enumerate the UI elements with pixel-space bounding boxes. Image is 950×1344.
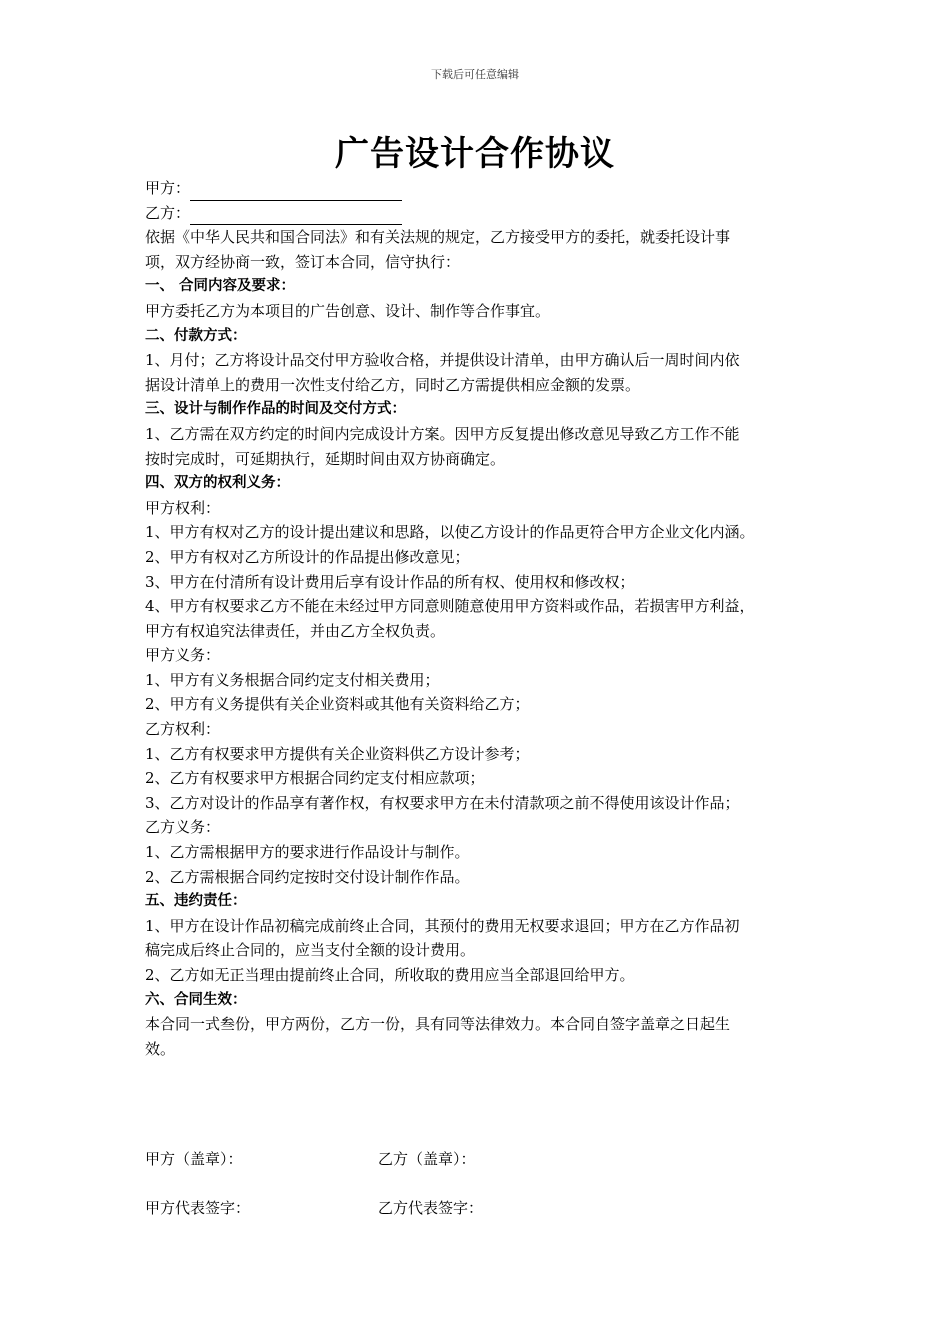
- section-heading: 五、违约责任：: [145, 893, 247, 910]
- section-line: 1、甲方在设计作品初稿完成前终止合同，其预付的费用无权要求退回；甲方在乙方作品初: [145, 916, 740, 935]
- section-line: 2、乙方如无正当理由提前终止合同，所收取的费用应当全部退回给甲方。: [145, 966, 635, 984]
- section-line: 据设计清单上的费用一次性支付给乙方，同时乙方需提供相应金额的发票。: [145, 375, 641, 394]
- party-a-line: [145, 176, 835, 201]
- party-b-label: 乙方：: [145, 203, 191, 222]
- party-b-blank: [190, 208, 402, 225]
- party-a-blank: [190, 184, 402, 201]
- section-line: 甲方权利：: [145, 498, 221, 517]
- section-line: 3、甲方在付清所有设计费用后享有设计作品的所有权、使用权和修改权；: [145, 572, 635, 591]
- section-line: 1、乙方需在双方约定的时间内完成设计方案。因甲方反复提出修改意见导致乙方工作不能: [145, 424, 740, 443]
- party-b-line: [145, 201, 835, 226]
- intro-line: 依据《中华人民共和国合同法》和有关法规的规定，乙方接受甲方的委托，就委托设计事: [145, 228, 731, 247]
- party-b-seal-label: 乙方（盖章）：: [378, 1150, 476, 1168]
- section-line: 2、乙方需根据合同约定按时交付设计制作作品。: [145, 867, 470, 886]
- section-line: 乙方义务：: [145, 818, 221, 837]
- section-line: 本合同一式叁份，甲方两份，乙方一份，具有同等法律效力。本合同自签字盖章之日起生: [145, 1015, 731, 1034]
- header-note: 下载后可任意编辑: [431, 68, 519, 81]
- section-line: 1、乙方有权要求甲方提供有关企业资料供乙方设计参考；: [145, 744, 530, 763]
- section-line: 1、乙方需根据甲方的要求进行作品设计与制作。: [145, 843, 470, 862]
- party-b-rep-label: 乙方代表签字：: [378, 1199, 484, 1217]
- section-line: 甲方义务：: [145, 646, 221, 665]
- party-a-label: 甲方：: [145, 179, 191, 197]
- section-line: 2、甲方有义务提供有关企业资料或其他有关资料给乙方；: [145, 695, 530, 714]
- section-line: 1、月付；乙方将设计品交付甲方验收合格，并提供设计清单，由甲方确认后一周时间内依: [145, 351, 740, 370]
- party-a-seal-label: 甲方（盖章）：: [145, 1150, 243, 1168]
- section-line: 1、甲方有义务根据合同约定支付相关费用；: [145, 670, 440, 689]
- document-body: [145, 176, 835, 1061]
- section-line: 2、甲方有权对乙方所设计的作品提出修改意见；: [145, 547, 470, 566]
- section-line: 稿完成后终止合同的，应当支付全额的设计费用。: [145, 941, 476, 960]
- section-line: 4、甲方有权要求乙方不能在未经过甲方同意则随意使用甲方资料或作品，若损害甲方利益，: [145, 597, 755, 616]
- party-a-rep-label: 甲方代表签字：: [145, 1199, 251, 1217]
- section-heading: 一、 合同内容及要求：: [145, 278, 296, 295]
- section-heading: 二、付款方式：: [145, 327, 247, 344]
- document-title: 广告设计合作协议: [335, 134, 615, 174]
- intro-line: 项，双方经协商一致，签订本合同，信守执行：: [145, 252, 461, 271]
- section-line: 3、乙方对设计的作品享有著作权，有权要求甲方在未付清款项之前不得使用该设计作品；: [145, 793, 740, 812]
- section-line: 2、乙方有权要求甲方根据合同约定支付相应款项；: [145, 769, 485, 788]
- section-line: 甲方有权追究法律责任，并由乙方全权负责。: [145, 621, 446, 640]
- section-line: 乙方权利：: [145, 720, 221, 739]
- section-line: 按时完成时，可延期执行，延期时间由双方协商确定。: [145, 449, 506, 468]
- section-line: 甲方委托乙方为本项目的广告创意、设计、制作等合作事宜。: [145, 301, 551, 320]
- section-line: 效。: [145, 1039, 176, 1058]
- section-heading: 三、设计与制作作品的时间及交付方式：: [145, 401, 406, 418]
- section-heading: 四、双方的权利义务：: [145, 475, 290, 492]
- section-heading: 六、合同生效：: [145, 991, 247, 1008]
- section-line: 1、甲方有权对乙方的设计提出建议和思路，以使乙方设计的作品更符合甲方企业文化内涵。: [145, 523, 755, 542]
